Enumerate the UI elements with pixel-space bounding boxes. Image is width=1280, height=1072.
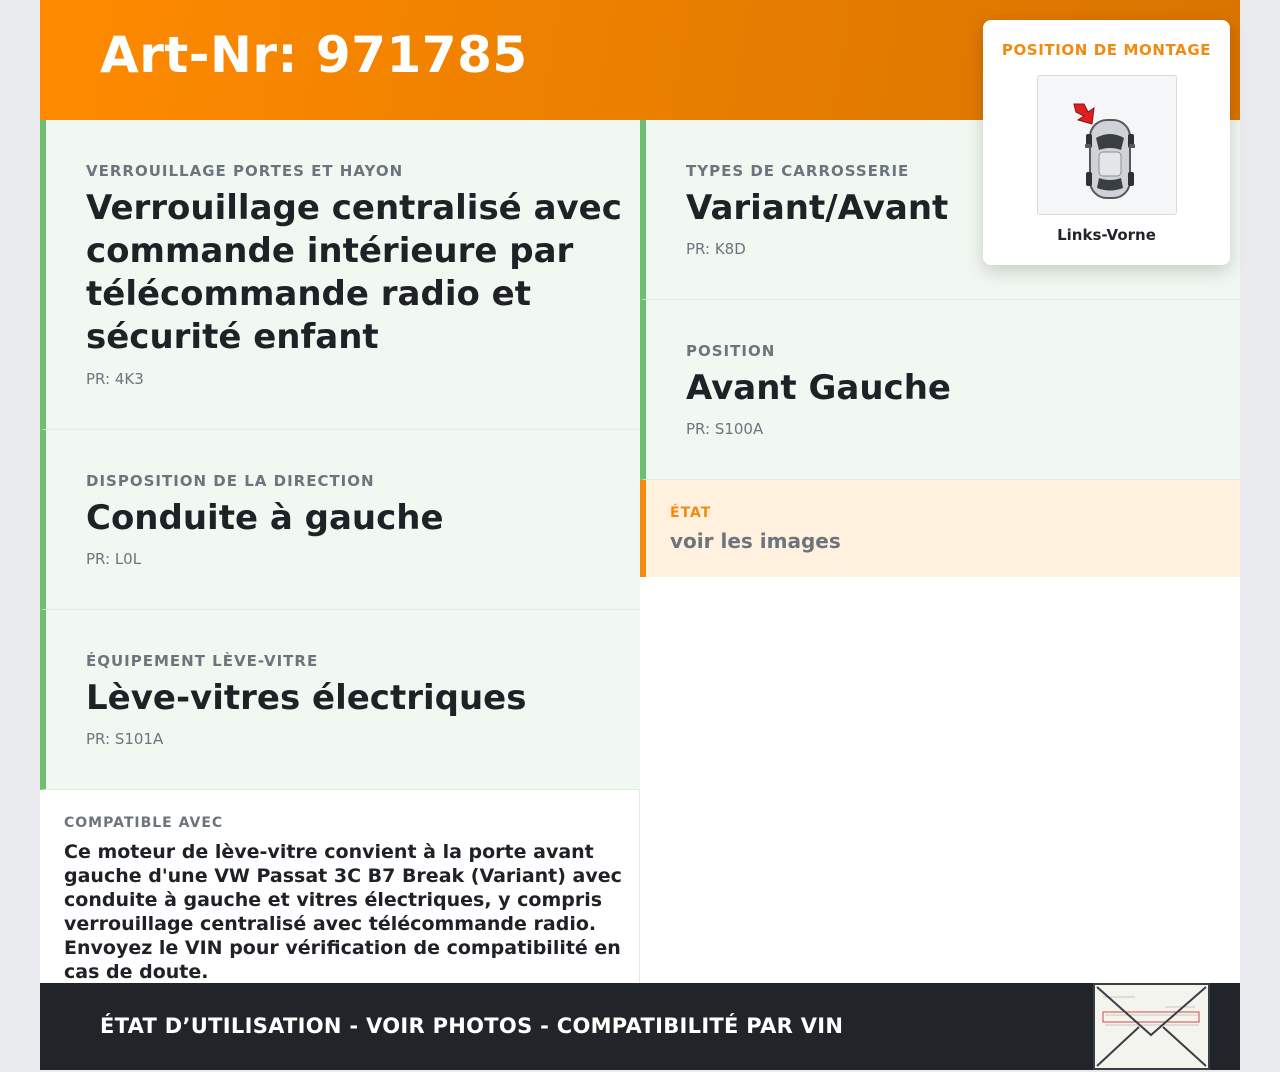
condition-value[interactable]: voir les images [670, 529, 841, 553]
spec-block-steering [40, 430, 640, 610]
spec-pr-code: PR: 4K3 [86, 370, 144, 388]
red-arrow-icon [1074, 104, 1094, 124]
spec-value: Avant Gauche [686, 368, 951, 408]
spec-pr-code: PR: S101A [86, 730, 164, 748]
footer-text: ÉTAT D’UTILISATION - VOIR PHOTOS - COMPATIBILITÉ PAR VIN [100, 1014, 844, 1038]
spec-block-door-locking [40, 120, 640, 430]
spec-block-position [640, 300, 1240, 480]
compatibility-text: Ce moteur de lève-vitre convient à la porte avant gauche d'une VW Passat 3C B7 Break (Variant) avec conduite à gauche et vitres électriques, y compris verrouillage centralisé avec télécommande radio. Envoyez le VIN pour vérification de compatibilité en cas de doute. [64, 841, 622, 983]
spec-category: ÉQUIPEMENT LÈVE-VITRE [86, 652, 319, 670]
spec-pr-code: PR: K8D [686, 240, 746, 258]
compatibility-section [40, 790, 640, 983]
mounting-position-label: Links-Vorne [1057, 226, 1156, 244]
car-top-view-icon [1038, 76, 1178, 216]
spec-value: Lève-vitres électriques [86, 678, 527, 718]
compatibility-category: COMPATIBLE AVEC [64, 815, 224, 831]
spec-pr-code: PR: L0L [86, 550, 142, 568]
spec-value: Variant/Avant [686, 188, 949, 228]
spec-category: DISPOSITION DE LA DIRECTION [86, 472, 375, 490]
spec-pr-code: PR: S100A [686, 420, 764, 438]
condition-category: ÉTAT [670, 505, 712, 521]
spec-value: Verrouillage centralisé avec commande intérieure par télécommande radio et sécurité enfant [86, 188, 622, 357]
envelope-icon[interactable] [1093, 983, 1210, 1070]
product-sheet [40, 0, 1240, 1070]
footer-bar [40, 983, 1240, 1070]
mounting-position-card [983, 20, 1230, 265]
spec-category: POSITION [686, 342, 776, 360]
spec-category: TYPES DE CARROSSERIE [686, 162, 910, 180]
mounting-position-title: POSITION DE MONTAGE [1001, 41, 1212, 59]
car-top-view-image [1037, 75, 1177, 215]
spec-block-window-lifter [40, 610, 640, 790]
spec-value: Conduite à gauche [86, 498, 444, 538]
condition-block [640, 480, 1240, 577]
spec-category: VERROUILLAGE PORTES ET HAYON [86, 162, 404, 180]
article-number-title: Art-Nr: 971785 [100, 26, 528, 84]
